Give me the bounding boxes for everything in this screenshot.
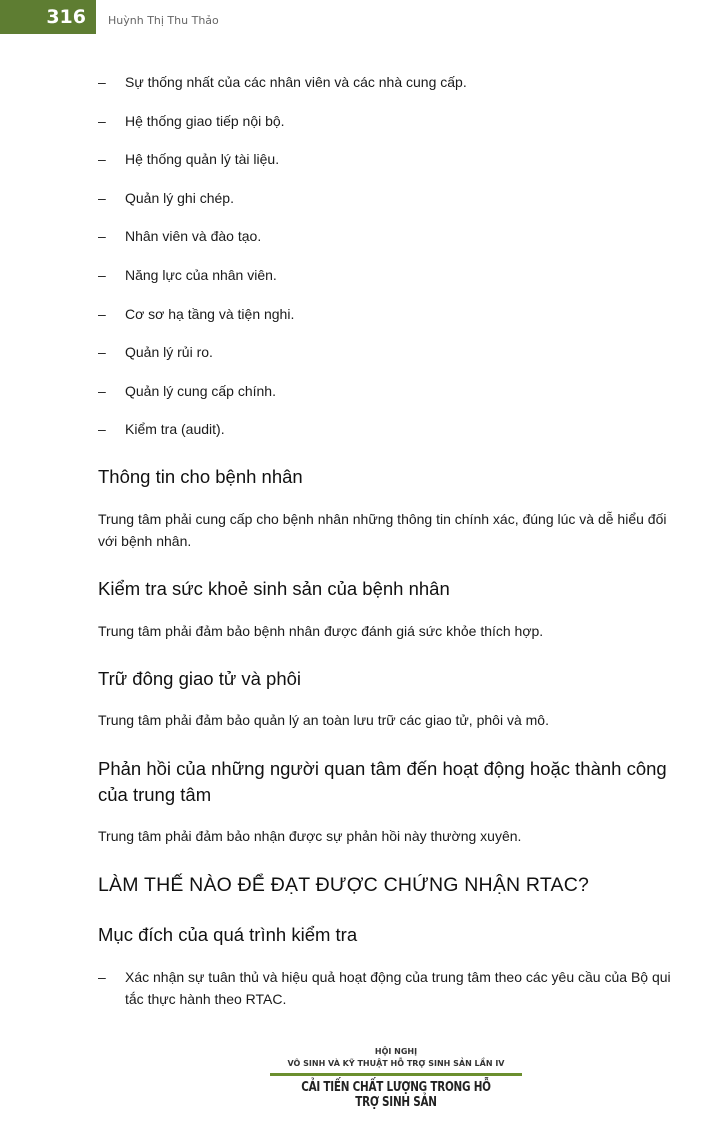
list-item-text: tắc thực hành theo RTAC. [125, 991, 287, 1007]
running-author: Huỳnh Thị Thu Thảo [108, 14, 219, 27]
footer-line-1: HỘI NGHỊ [374, 1047, 418, 1056]
bullet-dash: – [98, 344, 106, 360]
bullet-dash: – [98, 969, 106, 985]
bullet-dash: – [98, 228, 106, 244]
list-item-text: Quản lý cung cấp chính. [125, 383, 276, 399]
list-item-text: Sự thống nhất của các nhân viên và các nhà cung cấp. [125, 74, 467, 90]
section-heading-patient-info: Thông tin cho bệnh nhân [98, 466, 303, 487]
page-number: 316 [0, 0, 96, 34]
section-text-line: Trung tâm phải cung cấp cho bệnh nhân những thông tin chính xác, đúng lúc và dễ hiểu đối [98, 511, 667, 527]
footer-divider [270, 1073, 522, 1076]
bullet-dash: – [98, 306, 106, 322]
list-item-text: Quản lý ghi chép. [125, 190, 234, 206]
section-heading-feedback: Phản hồi của những người quan tâm đến hoạt động hoặc thành công [98, 758, 667, 779]
bullet-dash: – [98, 74, 106, 90]
section-heading-health-check: Kiểm tra sức khoẻ sinh sản của bệnh nhân [98, 578, 450, 599]
bullet-dash: – [98, 151, 106, 167]
section-text: Trung tâm phải đảm bảo bệnh nhân được đánh giá sức khỏe thích hợp. [98, 623, 544, 639]
bullet-dash: – [98, 113, 106, 129]
section-heading-feedback-cont: của trung tâm [98, 784, 212, 805]
section-text: Trung tâm phải đảm bảo nhận được sự phản hồi này thường xuyên. [98, 828, 522, 844]
section-text: Trung tâm phải đảm bảo quản lý an toàn lưu trữ các giao tử, phôi và mô. [98, 712, 549, 728]
list-item-text: Kiểm tra (audit). [125, 421, 225, 437]
list-item-text: Năng lực của nhân viên. [125, 267, 277, 283]
bullet-dash: – [98, 383, 106, 399]
list-item-text: Hệ thống quản lý tài liệu. [125, 151, 280, 167]
list-item-text: Xác nhận sự tuân thủ và hiệu quả hoạt động của trung tâm theo các yêu cầu của Bộ qui [125, 969, 671, 985]
list-item-text: Quản lý rủi ro. [125, 344, 213, 360]
list-item-text: Hệ thống giao tiếp nội bộ. [125, 113, 285, 129]
section-heading-cryopreservation: Trữ đông giao tử và phôi [98, 668, 302, 689]
list-item-text: Nhân viên và đào tạo. [125, 228, 262, 244]
page-header [0, 0, 722, 34]
bullet-dash: – [98, 421, 106, 437]
bullet-dash: – [98, 190, 106, 206]
footer-line-2: VÔ SINH VÀ KỸ THUẬT HỖ TRỢ SINH SẢN LẦN IV [287, 1059, 505, 1068]
main-heading: LÀM THẾ NÀO ĐỂ ĐẠT ĐƯỢC CHỨNG NHẬN RTAC? [98, 874, 590, 896]
list-item-text: Cơ sơ hạ tầng và tiện nghi. [125, 306, 295, 322]
section-text-line: với bệnh nhân. [98, 533, 192, 549]
conference-footer-logo [270, 1046, 522, 1110]
bullet-dash: – [98, 267, 106, 283]
footer-line-3: CẢI TIẾN CHẤT LƯỢNG TRONG HỖ TRỢ SINH SẢN [301, 1080, 491, 1110]
subsection-heading: Mục đích của quá trình kiểm tra [98, 924, 358, 945]
